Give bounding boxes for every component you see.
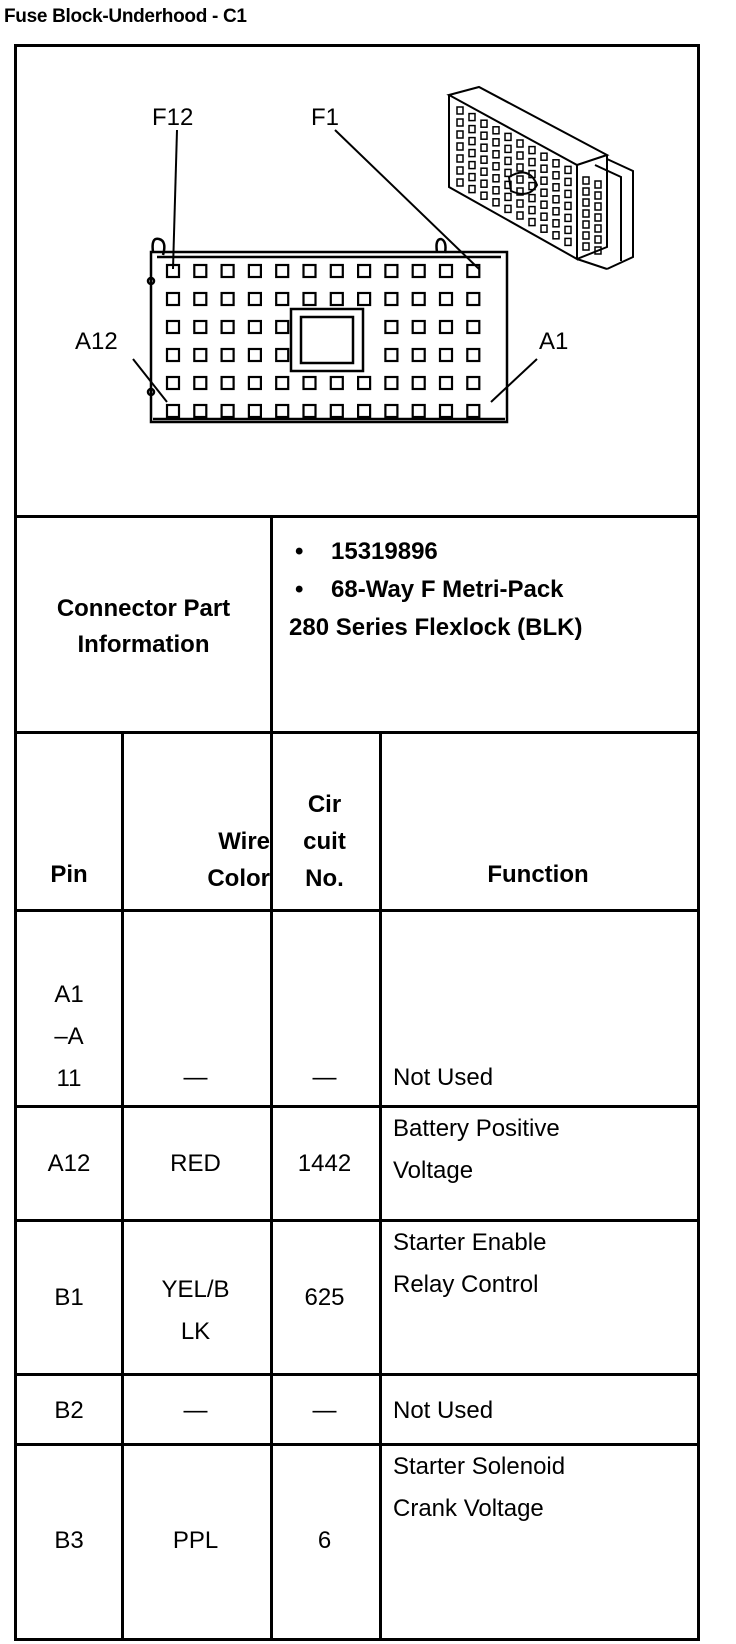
pin-cavity [304, 405, 316, 417]
table-row-3-circuit: 625 [304, 1284, 345, 1311]
pin-cavity [413, 265, 425, 277]
pin-cavity [467, 377, 479, 389]
pin-cavity [167, 349, 179, 361]
label-f1: F1 [311, 104, 340, 131]
iso-pin-cavity [481, 156, 487, 163]
pin-cavity [167, 321, 179, 333]
pin-cavity [249, 293, 261, 305]
pin-cavity [358, 293, 370, 305]
iso-pin-cavity [565, 202, 571, 209]
table-row-1-pin: A1 –A 11 [54, 981, 84, 1092]
iso-pin-cavity [481, 192, 487, 199]
table-row-4-pin: B2 [54, 1397, 84, 1424]
pin-cavity [249, 265, 261, 277]
table-row-1-circuit: — [312, 1064, 337, 1091]
iso-pin-cavity [457, 107, 463, 114]
table-row-5-function: Starter Solenoid Crank Voltage [393, 1453, 566, 1522]
iso-pin-cavity [541, 165, 547, 172]
pin-cavity [194, 349, 206, 361]
iso-pin-cavity [517, 164, 523, 171]
table-row-1-color: — [183, 1064, 208, 1091]
pin-cavity [440, 405, 452, 417]
pin-cavity [222, 405, 234, 417]
iso-pin-cavity [493, 127, 499, 134]
iso-pin-cavity [541, 177, 547, 184]
pin-cavity [194, 321, 206, 333]
iso-pin-cavity [553, 208, 559, 215]
iso-pin-cavity [583, 210, 589, 217]
iso-pin-cavity [595, 225, 601, 232]
iso-pin-cavity [481, 120, 487, 127]
iso-pin-cavity [583, 188, 589, 195]
pin-cavity [276, 293, 288, 305]
table-row-4-color: — [183, 1397, 208, 1424]
pin-cavity [167, 293, 179, 305]
iso-pin-cavity [457, 143, 463, 150]
pin-cavity [385, 265, 397, 277]
iso-pin-cavity [553, 196, 559, 203]
table-row-2-color: RED [170, 1150, 221, 1177]
connector-type: 68-Way F Metri-Pack [331, 576, 564, 603]
iso-pin-cavity [469, 162, 475, 169]
pin-cavity [276, 377, 288, 389]
connector-diagram [17, 47, 697, 517]
pin-cavity [331, 405, 343, 417]
iso-pin-cavity [457, 167, 463, 174]
iso-pin-cavity [517, 176, 523, 183]
iso-pin-cavity [583, 221, 589, 228]
table-row-3-pin: B1 [54, 1284, 84, 1311]
iso-pin-cavity [595, 181, 601, 188]
table-row-2-function: Battery Positive Voltage [393, 1115, 560, 1184]
table-row-5-color: PPL [172, 1527, 219, 1554]
pin-cavity [440, 377, 452, 389]
connector-info-label-line1: Connector Part [56, 595, 231, 622]
pin-cavity [331, 265, 343, 277]
iso-pin-cavity [505, 157, 511, 164]
pin-cavity [249, 377, 261, 389]
table-row-3-color: YEL/B LK [161, 1276, 230, 1345]
iso-pin-cavity [529, 207, 535, 214]
iso-pin-cavity [583, 232, 589, 239]
iso-pin-cavity [517, 212, 523, 219]
iso-pin-cavity [529, 147, 535, 154]
iso-pin-cavity [457, 179, 463, 186]
pin-cavity [167, 405, 179, 417]
pin-cavity [385, 293, 397, 305]
iso-pin-cavity [553, 232, 559, 239]
iso-pin-cavity [493, 175, 499, 182]
pin-cavity [440, 321, 452, 333]
iso-pin-cavity [565, 190, 571, 197]
iso-pin-cavity [469, 138, 475, 145]
col-header-pin: Pin [50, 861, 88, 888]
label-f12: F12 [152, 104, 194, 131]
iso-pin-cavity [541, 213, 547, 220]
pin-cavity [222, 377, 234, 389]
pin-cavity [194, 293, 206, 305]
pin-cavity [467, 321, 479, 333]
label-a1: A1 [539, 328, 569, 355]
iso-pin-cavity [493, 163, 499, 170]
pin-cavity [331, 293, 343, 305]
iso-pin-cavity [529, 159, 535, 166]
iso-pin-cavity [541, 201, 547, 208]
pin-cavity [413, 377, 425, 389]
iso-pin-cavity [595, 203, 601, 210]
col-header-wire-color: Wire Color [207, 828, 270, 892]
iso-pin-cavity [529, 195, 535, 202]
table-row-5-circuit: 6 [317, 1527, 332, 1554]
iso-pin-cavity [481, 180, 487, 187]
table-row-2-circuit: 1442 [297, 1150, 352, 1177]
iso-pin-cavity [469, 126, 475, 133]
connector-table-frame [14, 44, 700, 1641]
iso-pin-cavity [469, 150, 475, 157]
pin-cavity [358, 405, 370, 417]
table-row-1-function: Not Used [393, 1064, 494, 1091]
pin-cavity [467, 293, 479, 305]
iso-pin-cavity [565, 226, 571, 233]
iso-pin-cavity [529, 219, 535, 226]
iso-pin-cavity [553, 160, 559, 167]
iso-pin-cavity [541, 189, 547, 196]
iso-pin-cavity [481, 132, 487, 139]
col-header-circuit: Cir cuit No. [303, 791, 346, 892]
iso-pin-cavity [553, 220, 559, 227]
col-header-function: Function [487, 861, 589, 888]
pin-cavity [222, 349, 234, 361]
iso-pin-cavity [469, 186, 475, 193]
pin-cavity [194, 265, 206, 277]
iso-pin-cavity [493, 187, 499, 194]
iso-pin-cavity [505, 193, 511, 200]
pin-cavity [222, 265, 234, 277]
pin-cavity [167, 377, 179, 389]
page-title: Fuse Block-Underhood - C1 [4, 6, 247, 27]
pin-cavity [385, 377, 397, 389]
iso-pin-cavity [481, 168, 487, 175]
iso-pin-cavity [469, 174, 475, 181]
iso-pin-cavity [595, 214, 601, 221]
iso-pin-cavity [541, 225, 547, 232]
table-row-5-pin: B3 [54, 1527, 84, 1554]
connector-info-label [17, 567, 270, 687]
table-row-4-circuit: — [312, 1397, 337, 1424]
iso-pin-cavity [517, 140, 523, 147]
pin-cavity [385, 349, 397, 361]
pin-cavity [222, 293, 234, 305]
iso-pin-cavity [553, 184, 559, 191]
iso-pin-cavity [457, 155, 463, 162]
pin-cavity [413, 349, 425, 361]
iso-pin-cavity [583, 243, 589, 250]
pin-cavity [413, 293, 425, 305]
pin-cavity [467, 405, 479, 417]
iso-pin-cavity [493, 139, 499, 146]
table-row-4-function: Not Used [393, 1397, 494, 1424]
iso-pin-cavity [481, 144, 487, 151]
connector-part-details: • 15319896 • 68-Way F Metri-Pack 280 Series Flexlock (BLK) [289, 533, 582, 647]
pin-cavity [467, 349, 479, 361]
pin-cavity [194, 405, 206, 417]
iso-pin-cavity [457, 131, 463, 138]
pin-cavity [413, 321, 425, 333]
pin-cavity [304, 377, 316, 389]
iso-pin-cavity [517, 152, 523, 159]
pin-cavity [440, 349, 452, 361]
iso-pin-cavity [583, 177, 589, 184]
iso-pin-cavity [595, 236, 601, 243]
pin-cavity [358, 377, 370, 389]
pin-cavity [276, 349, 288, 361]
pin-cavity [194, 377, 206, 389]
iso-pin-cavity [457, 119, 463, 126]
table-row-2-pin: A12 [47, 1150, 91, 1177]
pin-cavity [413, 405, 425, 417]
pin-cavity [385, 321, 397, 333]
pin-cavity [440, 265, 452, 277]
pin-cavity [249, 349, 261, 361]
pin-cavity [249, 321, 261, 333]
iso-pin-cavity [469, 114, 475, 121]
iso-pin-cavity [517, 200, 523, 207]
pin-cavity [249, 405, 261, 417]
pin-cavity [276, 265, 288, 277]
iso-pin-cavity [565, 214, 571, 221]
iso-pin-cavity [493, 151, 499, 158]
iso-pin-cavity [505, 133, 511, 140]
iso-pin-cavity [565, 178, 571, 185]
iso-pin-cavity [541, 153, 547, 160]
iso-pin-cavity [493, 199, 499, 206]
table-row-3-function: Starter Enable Relay Control [393, 1229, 547, 1298]
iso-pin-cavity [505, 145, 511, 152]
pin-cavity [331, 377, 343, 389]
iso-pin-cavity [505, 205, 511, 212]
iso-pin-cavity [583, 199, 589, 206]
iso-pin-cavity [595, 192, 601, 199]
iso-pin-cavity [565, 238, 571, 245]
pin-cavity [304, 265, 316, 277]
label-a12: A12 [75, 328, 118, 355]
pin-cavity [222, 321, 234, 333]
pin-cavity [276, 321, 288, 333]
iso-pin-cavity [553, 172, 559, 179]
pin-cavity [358, 265, 370, 277]
iso-pin-cavity [565, 166, 571, 173]
pin-cavity [385, 405, 397, 417]
pin-cavity [440, 293, 452, 305]
connector-info-label-line2: Information [77, 631, 210, 658]
connector-series: 280 Series Flexlock (BLK) [289, 614, 583, 641]
part-number: 15319896 [331, 538, 438, 565]
pin-cavity [304, 293, 316, 305]
pin-cavity [276, 405, 288, 417]
